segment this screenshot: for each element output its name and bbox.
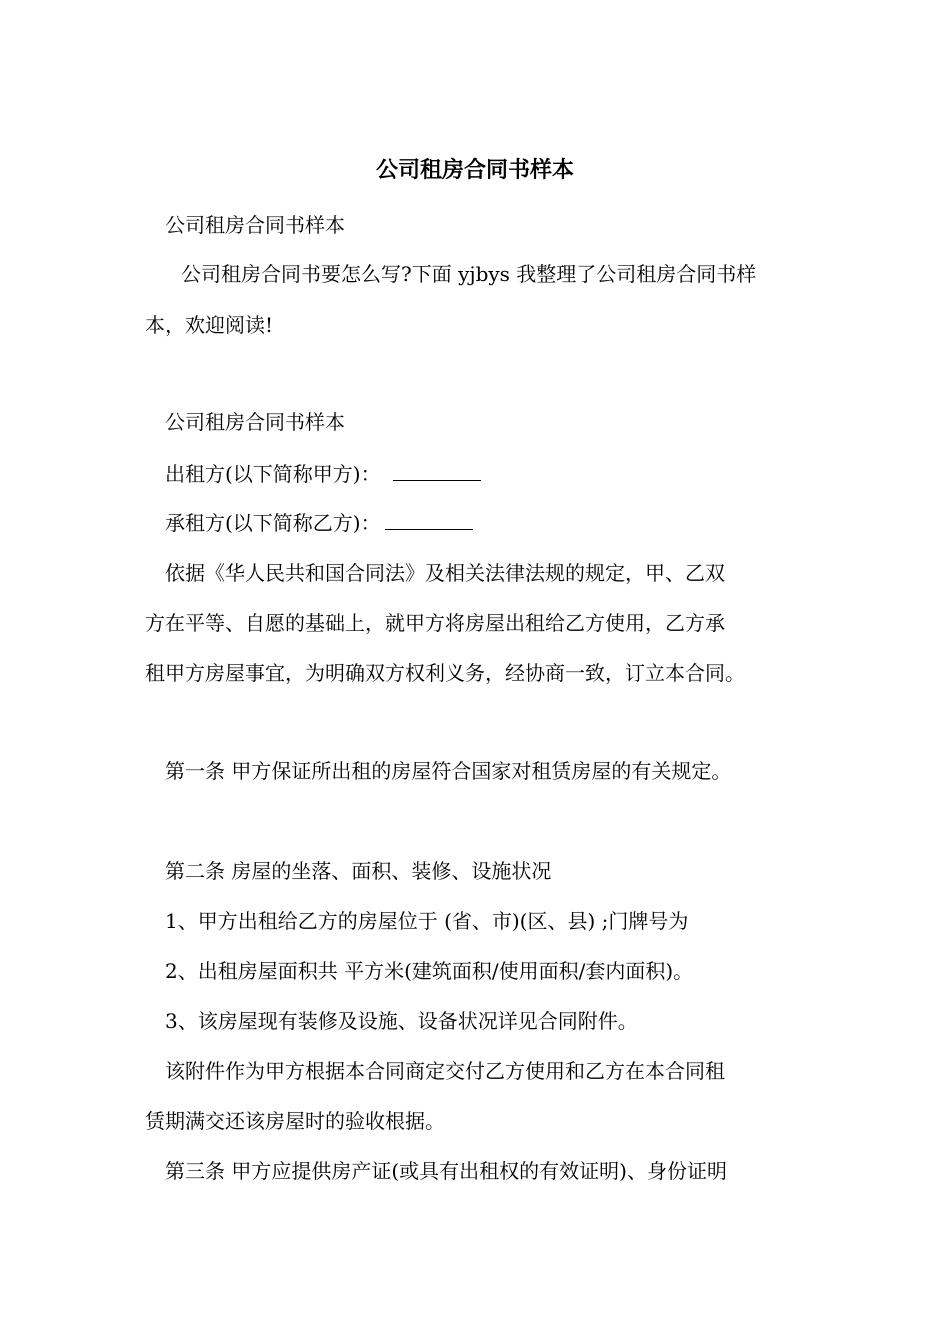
paragraph-line: 依据《华人民共和国合同法》及相关法律法规的规定，甲、乙双 bbox=[165, 561, 725, 585]
paragraph-line: 公司租房合同书样本 bbox=[165, 213, 345, 237]
lessor-label: 出租方(以下简称甲方)： bbox=[165, 462, 381, 486]
lessor-line bbox=[165, 459, 481, 489]
paragraph-line: 方在平等、自愿的基础上，就甲方将房屋出租给乙方使用，乙方承 bbox=[145, 611, 725, 635]
list-item: 1、甲方出租给乙方的房屋位于 (省、市)(区、县) ;门牌号为 bbox=[165, 909, 689, 933]
paragraph-line: 公司租房合同书样本 bbox=[165, 410, 345, 434]
paragraph-line: 公司租房合同书要怎么写?下面 yjbys 我整理了公司租房合同书样 bbox=[181, 262, 757, 286]
paragraph-line: 租甲方房屋事宜，为明确双方权利义务，经协商一致，订立本合同。 bbox=[145, 661, 745, 685]
article-1-line: 第一条 甲方保证所出租的房屋符合国家对租赁房屋的有关规定。 bbox=[165, 759, 732, 783]
article-2-heading: 第二条 房屋的坐落、面积、装修、设施状况 bbox=[165, 859, 552, 883]
document-title: 公司租房合同书样本 bbox=[375, 157, 574, 183]
paragraph-line: 该附件作为甲方根据本合同商定交付乙方使用和乙方在本合同租 bbox=[165, 1059, 725, 1083]
lessor-blank bbox=[393, 479, 481, 481]
paragraph-line: 赁期满交还该房屋时的验收根据。 bbox=[145, 1109, 445, 1133]
lessee-label: 承租方(以下简称乙方)： bbox=[165, 511, 381, 535]
list-item: 3、该房屋现有装修及设施、设备状况详见合同附件。 bbox=[165, 1009, 638, 1033]
lessee-blank bbox=[385, 528, 473, 530]
list-item: 2、出租房屋面积共 平方米(建筑面积/使用面积/套内面积)。 bbox=[165, 959, 694, 983]
article-3-line: 第三条 甲方应提供房产证(或具有出租权的有效证明)、身份证明 bbox=[165, 1159, 727, 1183]
lessee-line bbox=[165, 508, 473, 538]
paragraph-line: 本，欢迎阅读! bbox=[145, 313, 274, 337]
